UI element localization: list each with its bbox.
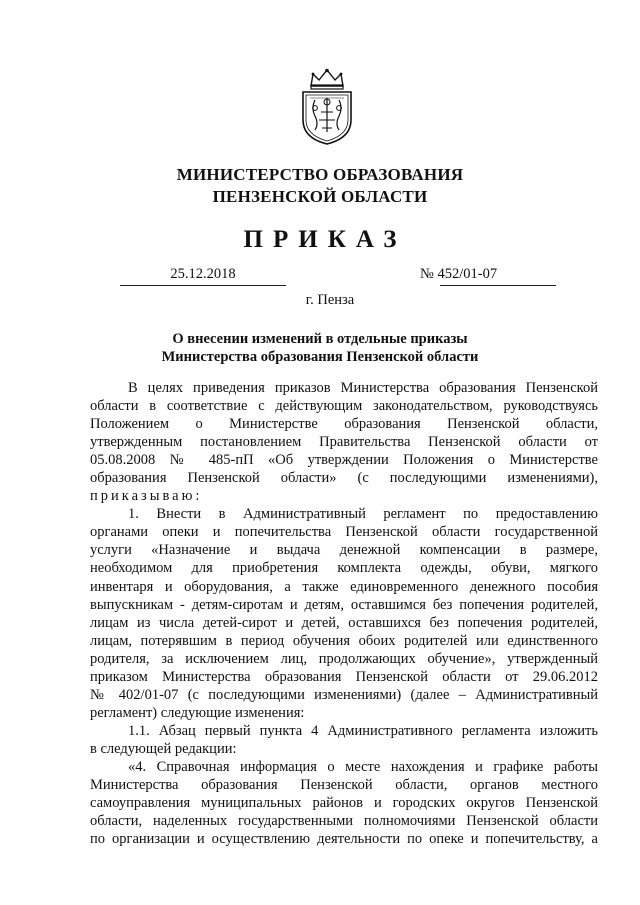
body-line: 1. Внести в Административный регламент по предоставлению <box>128 506 598 523</box>
body-line: Положением о Министерстве образования Пензенской области, <box>90 416 598 433</box>
body-line: родителя, за исключением лиц, продолжающих обучение», утвержденный <box>90 650 598 667</box>
body-line: услуги «Назначение и выдача денежной компенсации в размере, <box>90 542 598 559</box>
body-line: выпускникам - детям-сиротам и детям, оставшимся без попечения родителей, <box>90 596 598 613</box>
body-line: 05.08.2008 № 485-пП «Об утверждении Положения о Министерстве <box>90 452 598 469</box>
number-underline <box>440 285 556 286</box>
body-line: приказом Министерства образования Пензенской области от 29.06.2012 <box>90 668 598 685</box>
body-line: в следующей редакции: <box>90 740 237 757</box>
document-type-title: ПРИКАЗ <box>243 226 407 253</box>
order-number: № 452/01-07 <box>420 266 498 282</box>
body-line: № 402/01-07 (с последующими изменениями) (далее – Административный <box>90 686 598 703</box>
body-line: Министерства образования Пензенской области, органов местного <box>90 777 598 794</box>
body-line-order-word: приказываю: <box>90 488 203 505</box>
order-date-field <box>120 266 286 286</box>
body-line: инвентаря и оборудования, а также единовременного денежного пособия <box>90 578 598 595</box>
body-line: области в соответствие с действующим законодательством, руководствуясь <box>90 398 598 415</box>
body-line: «4. Справочная информация о месте нахождения и графике работы <box>128 758 598 775</box>
date-underline <box>120 285 286 286</box>
body-line: органами опеки и попечительства Пензенской области государственной <box>90 524 598 541</box>
body-line: утвержденным постановлением Правительства Пензенской области от <box>90 434 598 451</box>
body-line: необходимом для приобретения комплекта одежды, обуви, мягкого <box>90 560 598 577</box>
body-line: по организации и осуществлению деятельности по опеке и попечительству, а <box>90 831 598 848</box>
body-line: лицам, потерявшим в период обучения обоих родителей или единственного <box>90 632 598 649</box>
body-line: самоуправления муниципальных районов и городских округов Пензенской <box>90 795 598 812</box>
document-body <box>90 379 598 848</box>
order-number-field <box>420 266 556 286</box>
coat-of-arms-icon <box>297 68 357 146</box>
subject-line1: О внесении изменений в отдельные приказы <box>172 331 468 347</box>
body-line: лицам из числа детей-сирот и детей, оставшихся без попечения родителей, <box>90 614 598 631</box>
city-name: г. Пенза <box>305 292 355 308</box>
ministry-name-line2: ПЕНЗЕНСКОЙ ОБЛАСТИ <box>212 187 428 206</box>
subject-line2: Министерства образования Пензенской области <box>161 349 479 365</box>
order-date: 25.12.2018 <box>170 266 236 282</box>
body-line: В целях приведения приказов Министерства образования Пензенской <box>128 380 598 396</box>
body-line: 1.1. Абзац первый пункта 4 Административного регламента изложить <box>128 722 598 739</box>
ministry-name-line1: МИНИСТЕРСТВО ОБРАЗОВАНИЯ <box>176 165 464 184</box>
body-line: образования Пензенской области» (с последующими изменениями), <box>90 470 598 487</box>
body-line: области, наделенных государственными полномочиями Пензенской области <box>90 813 598 830</box>
body-line: регламент) следующие изменения: <box>90 704 305 721</box>
